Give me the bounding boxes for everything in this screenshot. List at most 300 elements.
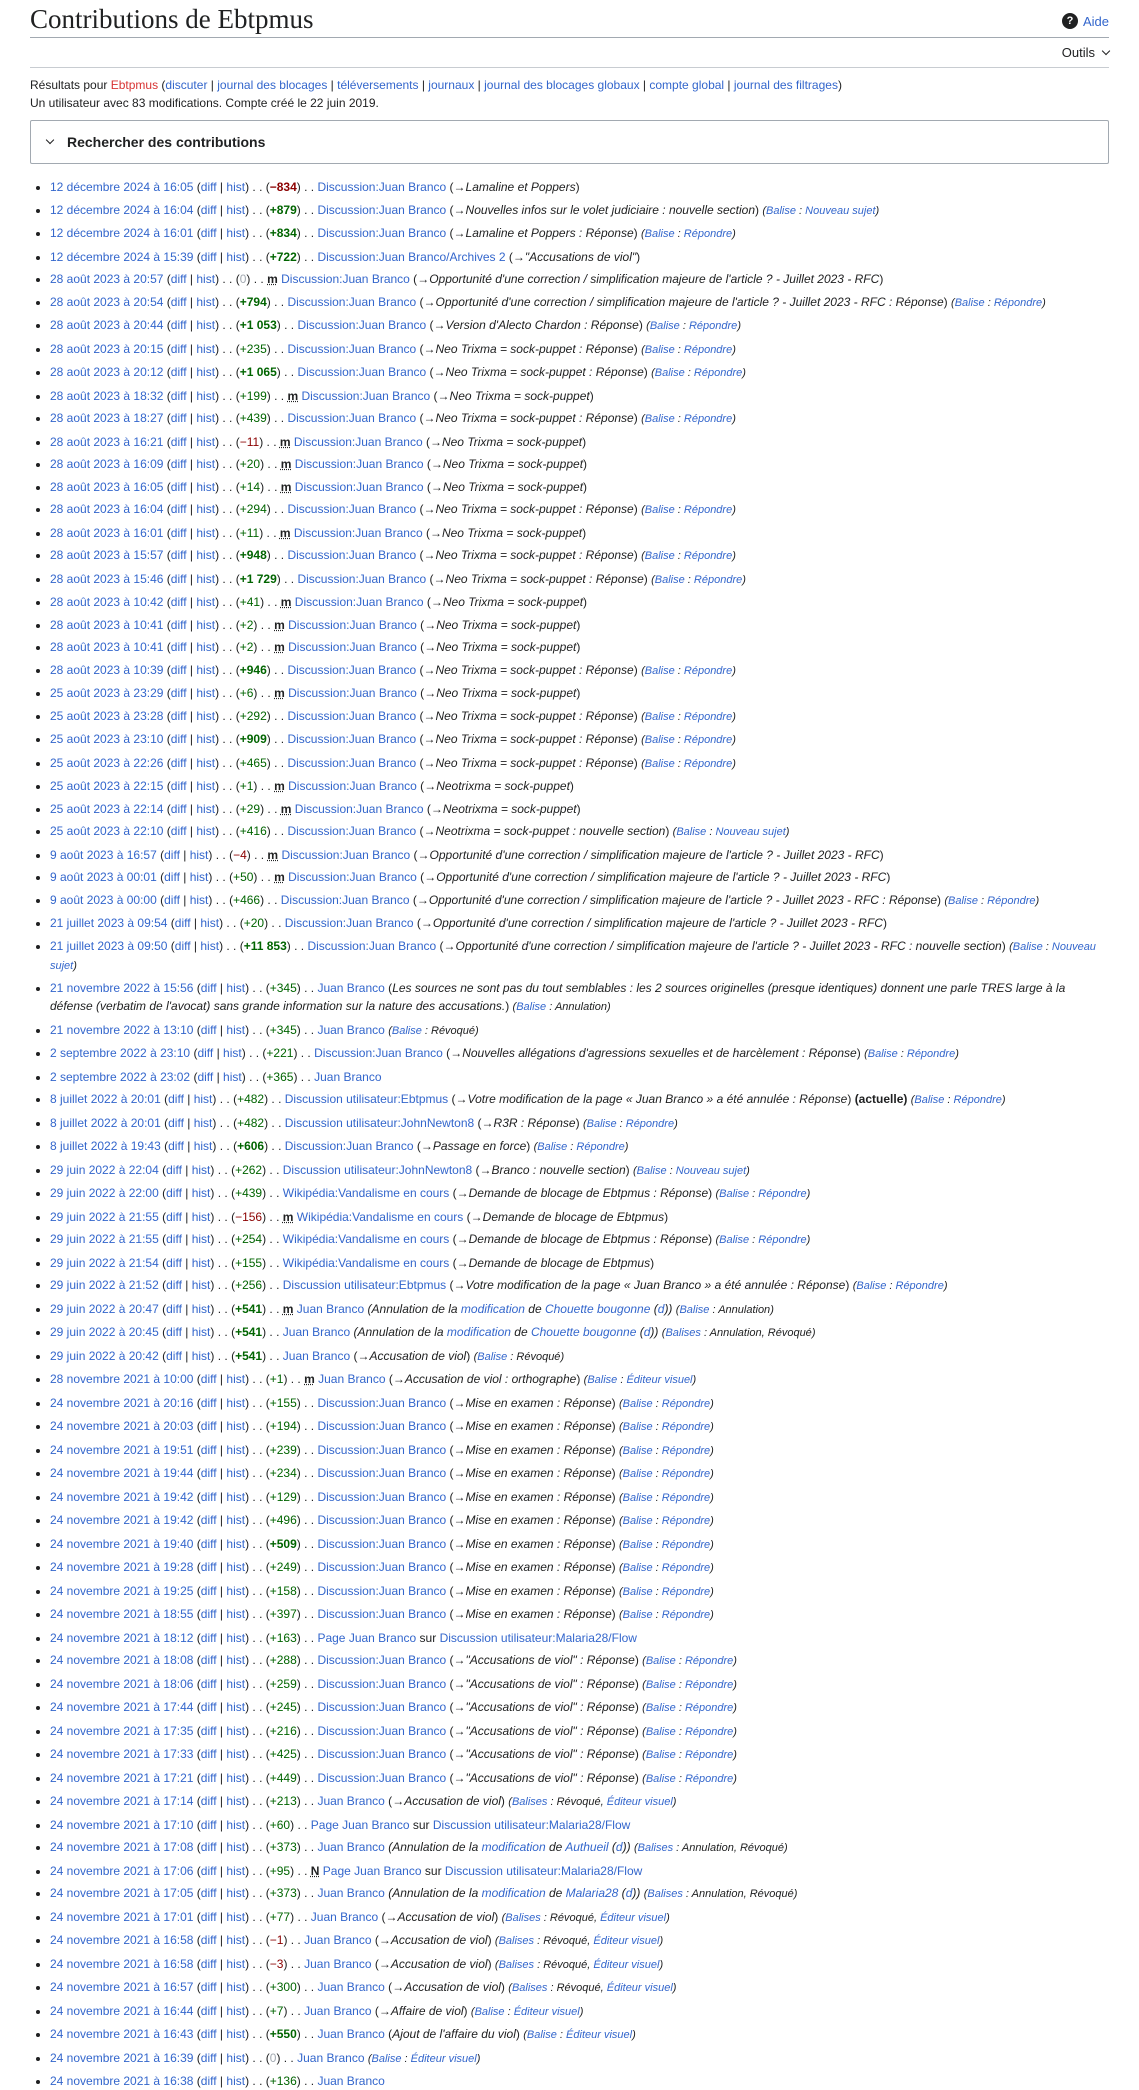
diff-link[interactable]: diff — [170, 708, 187, 723]
tag-link[interactable]: Répondre — [683, 550, 733, 562]
tag-link[interactable]: Répondre — [661, 1468, 711, 1480]
hist-link[interactable]: hist — [196, 434, 216, 449]
tag-link[interactable]: Répondre — [661, 1585, 711, 1598]
hist-link[interactable]: hist — [191, 1255, 211, 1270]
hist-link[interactable]: hist — [226, 1607, 246, 1621]
diff-link[interactable]: diff — [200, 1466, 217, 1480]
page-link[interactable]: Discussion:Juan Branco — [287, 548, 417, 562]
hist-link[interactable]: hist — [226, 180, 246, 194]
contribution-date-link[interactable]: 24 novembre 2021 à 16:38 — [50, 2074, 194, 2088]
page-link[interactable]: Discussion utilisateur:Ebtpmus — [284, 1092, 449, 1106]
contribution-date-link[interactable]: 24 novembre 2021 à 17:14 — [50, 1794, 194, 1808]
contribution-date-link[interactable]: 24 novembre 2021 à 17:35 — [50, 1723, 194, 1738]
tags-link[interactable]: Balise — [622, 1444, 653, 1457]
tags-link[interactable]: Balises — [511, 1982, 548, 1994]
tools-dropdown[interactable] — [1062, 45, 1109, 60]
page-link[interactable]: Discussion:Juan Branco — [294, 595, 424, 609]
tags-link[interactable]: Balise — [587, 1374, 618, 1386]
diff-link[interactable]: diff — [170, 341, 187, 356]
diff-link[interactable]: diff — [197, 1069, 214, 1084]
diff-link[interactable]: diff — [170, 779, 187, 793]
page-link[interactable]: Wikipédia:Vandalisme en cours — [296, 1209, 464, 1224]
tag-link[interactable]: Répondre — [684, 1702, 734, 1714]
hist-link[interactable]: hist — [226, 1653, 246, 1667]
diff-link[interactable]: diff — [170, 318, 187, 332]
contribution-date-link[interactable]: 25 août 2023 à 22:10 — [50, 824, 164, 838]
hist-link[interactable]: hist — [196, 388, 216, 403]
modification-link[interactable]: modification — [460, 1301, 525, 1316]
tag-link[interactable]: Éditeur visuel — [566, 2029, 633, 2041]
tags-link[interactable]: Balises — [505, 1911, 541, 1924]
page-link[interactable]: Juan Branco — [296, 1301, 365, 1316]
contribution-date-link[interactable]: 8 juillet 2022 à 20:01 — [50, 1092, 161, 1106]
contribution-date-link[interactable]: 12 décembre 2024 à 16:04 — [50, 202, 194, 217]
contribution-date-link[interactable]: 28 août 2023 à 15:57 — [50, 548, 164, 562]
tags-link[interactable]: Balise — [474, 2005, 505, 2018]
tags-link[interactable]: Balise — [676, 826, 707, 838]
page-link[interactable]: Discussion:Juan Branco — [287, 502, 417, 516]
tags-link[interactable]: Balise — [622, 1609, 653, 1621]
page-link[interactable]: Discussion:Juan Branco — [317, 226, 447, 240]
undo-user-link[interactable]: Chouette bougonne — [544, 1301, 651, 1316]
diff-link[interactable]: diff — [170, 388, 187, 403]
hist-link[interactable]: hist — [196, 662, 216, 677]
user-tool-link[interactable]: téléversements — [337, 78, 419, 92]
contribution-date-link[interactable]: 28 août 2023 à 16:01 — [50, 525, 164, 540]
diff-link[interactable]: diff — [200, 1676, 217, 1691]
tags-link[interactable]: Balise — [649, 320, 680, 332]
page-link[interactable]: Discussion:Juan Branco — [288, 617, 417, 632]
diff-link[interactable]: diff — [200, 1723, 217, 1738]
page-link[interactable]: Juan Branco — [317, 1840, 385, 1854]
contribution-date-link[interactable]: 24 novembre 2021 à 16:58 — [50, 1933, 194, 1947]
tag-link[interactable]: Répondre — [684, 1655, 734, 1667]
hist-link[interactable]: hist — [189, 870, 209, 884]
page-link[interactable]: Discussion:Juan Branco — [317, 1442, 447, 1457]
diff-link[interactable]: diff — [197, 1046, 214, 1060]
hist-link[interactable]: hist — [226, 202, 246, 217]
tags-link[interactable]: Balise — [622, 1585, 653, 1598]
diff-link[interactable]: diff — [174, 938, 191, 953]
tag-link[interactable]: Répondre — [661, 1491, 711, 1504]
contribution-date-link[interactable]: 21 novembre 2022 à 13:10 — [50, 1022, 194, 1037]
tag-link[interactable]: Répondre — [688, 320, 738, 332]
diff-link[interactable]: diff — [166, 1278, 182, 1292]
hist-link[interactable]: hist — [196, 755, 216, 770]
undo-user-talk-link[interactable]: d — [625, 1886, 633, 1900]
contribution-date-link[interactable]: 24 novembre 2021 à 18:12 — [50, 1630, 194, 1645]
modification-link[interactable]: modification — [446, 1325, 511, 1339]
hist-link[interactable]: hist — [226, 1536, 246, 1551]
contribution-date-link[interactable]: 24 novembre 2021 à 16:43 — [50, 2027, 194, 2041]
contribution-date-link[interactable]: 24 novembre 2021 à 18:55 — [50, 1607, 194, 1621]
tags-link[interactable]: Balise — [719, 1234, 750, 1246]
hist-link[interactable]: hist — [226, 1817, 246, 1832]
page-link[interactable]: Juan Branco — [317, 2074, 385, 2088]
tags-link[interactable]: Balise — [644, 757, 675, 770]
tags-link[interactable]: Balise — [622, 1468, 653, 1480]
contribution-date-link[interactable]: 29 juin 2022 à 21:55 — [50, 1232, 159, 1246]
tag-link[interactable]: Répondre — [987, 894, 1036, 907]
page-link[interactable]: Discussion utilisateur:JohnNewton8 — [284, 1115, 475, 1130]
tags-link[interactable]: Balise — [644, 228, 675, 240]
diff-link[interactable]: diff — [200, 1980, 217, 1994]
page-link[interactable]: Discussion:Juan Branco — [294, 479, 424, 494]
diff-link[interactable]: diff — [170, 801, 187, 816]
tags-link[interactable]: Balise — [948, 894, 978, 907]
tag-link[interactable]: Éditeur visuel — [593, 1958, 660, 1971]
diff-link[interactable]: diff — [168, 1115, 184, 1130]
tags-link[interactable]: Balises — [637, 1842, 674, 1854]
tags-link[interactable]: Balise — [477, 1350, 508, 1363]
hist-link[interactable]: hist — [226, 1700, 246, 1714]
contribution-date-link[interactable]: 29 juin 2022 à 20:45 — [50, 1325, 159, 1339]
page-link[interactable]: Discussion:Juan Branco — [287, 662, 417, 677]
diff-link[interactable]: diff — [200, 1817, 217, 1832]
contribution-date-link[interactable]: 24 novembre 2021 à 18:06 — [50, 1676, 194, 1691]
diff-link[interactable]: diff — [200, 1583, 217, 1598]
undo-user-talk-link[interactable]: d — [615, 1840, 623, 1854]
diff-link[interactable]: diff — [200, 1909, 217, 1924]
diff-link[interactable]: diff — [170, 662, 187, 677]
page-link[interactable]: Juan Branco — [317, 981, 385, 995]
page-link[interactable]: Discussion:Juan Branco — [317, 1700, 447, 1714]
page-link[interactable]: Juan Branco — [304, 1933, 372, 1947]
hist-link[interactable]: hist — [226, 1466, 246, 1480]
page-link[interactable]: Juan Branco — [317, 1980, 385, 1994]
contribution-date-link[interactable]: 21 juillet 2023 à 09:50 — [50, 938, 168, 953]
diff-link[interactable]: diff — [166, 1186, 182, 1200]
page-link[interactable]: Discussion:Juan Branco — [288, 640, 417, 654]
page-link[interactable]: Discussion:Juan Branco — [293, 525, 423, 540]
page-link[interactable]: Discussion:Juan Branco — [317, 1747, 447, 1761]
diff-link[interactable]: diff — [174, 916, 191, 930]
tag-link[interactable]: Répondre — [906, 1048, 956, 1060]
contribution-date-link[interactable]: 29 juin 2022 à 21:55 — [50, 1209, 159, 1224]
diff-link[interactable]: diff — [166, 1162, 182, 1177]
tags-link[interactable]: Balise — [914, 1094, 945, 1106]
page-link[interactable]: Discussion:Juan Branco — [317, 1419, 447, 1433]
tags-link[interactable]: Balise — [516, 1001, 547, 1013]
page-link[interactable]: Page Juan Branco — [317, 1630, 417, 1645]
page-link[interactable]: Discussion:Juan Branco/Archives 2 — [317, 249, 506, 264]
page-link[interactable]: Juan Branco — [314, 1069, 382, 1084]
hist-link[interactable]: hist — [226, 1630, 246, 1645]
diff-link[interactable]: diff — [170, 617, 187, 632]
page-link[interactable]: Juan Branco — [304, 2003, 372, 2018]
diff-link[interactable]: diff — [170, 272, 187, 286]
page-link[interactable]: Discussion:Juan Branco — [281, 272, 410, 286]
contribution-date-link[interactable]: 24 novembre 2021 à 16:57 — [50, 1980, 194, 1994]
page-link[interactable]: Discussion:Juan Branco — [287, 294, 417, 309]
hist-link[interactable]: hist — [196, 525, 216, 540]
contribution-date-link[interactable]: 28 août 2023 à 16:05 — [50, 479, 164, 494]
diff-link[interactable]: diff — [200, 1840, 217, 1854]
user-tool-link[interactable]: journal des blocages — [217, 78, 328, 92]
tag-link[interactable]: Répondre — [661, 1609, 711, 1621]
page-link[interactable]: Discussion:Juan Branco — [307, 938, 437, 953]
flow-target-link[interactable]: Discussion utilisateur:Malaria28/Flow — [432, 1817, 631, 1832]
hist-link[interactable]: hist — [226, 1933, 246, 1947]
diff-link[interactable]: diff — [170, 640, 187, 654]
contribution-date-link[interactable]: 28 août 2023 à 20:44 — [50, 318, 164, 332]
tag-link[interactable]: Répondre — [661, 1515, 711, 1527]
contribution-date-link[interactable]: 29 juin 2022 à 22:00 — [50, 1186, 159, 1200]
diff-link[interactable]: diff — [170, 755, 187, 770]
tags-link[interactable]: Balises — [511, 1796, 548, 1808]
hist-link[interactable]: hist — [191, 1162, 211, 1177]
tag-link[interactable]: Répondre — [683, 413, 733, 425]
contribution-date-link[interactable]: 28 août 2023 à 10:41 — [50, 617, 164, 632]
tag-link[interactable]: Éditeur visuel — [593, 1935, 660, 1947]
contribution-date-link[interactable]: 24 novembre 2021 à 17:06 — [50, 1863, 194, 1878]
page-link[interactable]: Discussion utilisateur:Ebtpmus — [282, 1278, 447, 1292]
contribution-date-link[interactable]: 29 juin 2022 à 21:52 — [50, 1278, 159, 1292]
tags-link[interactable]: Balise — [537, 1141, 568, 1153]
tag-link[interactable]: Nouveau sujet — [805, 204, 876, 217]
contribution-date-link[interactable]: 25 août 2023 à 22:15 — [50, 779, 164, 793]
diff-link[interactable]: diff — [200, 1630, 217, 1645]
hist-link[interactable]: hist — [196, 732, 216, 746]
contribution-date-link[interactable]: 24 novembre 2021 à 19:44 — [50, 1466, 194, 1480]
hist-link[interactable]: hist — [191, 1348, 211, 1363]
page-link[interactable]: Discussion:Juan Branco — [288, 779, 417, 793]
tag-link[interactable]: Répondre — [576, 1141, 625, 1153]
hist-link[interactable]: hist — [191, 1186, 211, 1200]
page-link[interactable]: Discussion:Juan Branco — [317, 202, 447, 217]
hist-link[interactable]: hist — [226, 1840, 246, 1854]
hist-link[interactable]: hist — [226, 981, 246, 995]
diff-link[interactable]: diff — [170, 595, 187, 609]
undo-user-talk-link[interactable]: d — [657, 1301, 665, 1316]
tag-link[interactable]: Répondre — [661, 1538, 711, 1551]
tags-link[interactable]: Balise — [645, 1678, 676, 1691]
diff-link[interactable]: diff — [164, 870, 180, 884]
hist-link[interactable]: hist — [226, 2003, 246, 2018]
hist-link[interactable]: hist — [226, 1395, 246, 1410]
hist-link[interactable]: hist — [223, 1046, 242, 1060]
diff-link[interactable]: diff — [166, 1209, 182, 1224]
tag-link[interactable]: Nouveau sujet — [715, 826, 786, 838]
hist-link[interactable]: hist — [193, 1139, 213, 1153]
diff-link[interactable]: diff — [170, 457, 187, 471]
tag-link[interactable]: Répondre — [758, 1188, 807, 1200]
tag-link[interactable]: Répondre — [895, 1280, 944, 1292]
page-link[interactable]: Discussion:Juan Branco — [288, 686, 417, 700]
hist-link[interactable]: hist — [226, 1676, 246, 1691]
page-link[interactable]: Discussion:Juan Branco — [297, 318, 427, 332]
tags-link[interactable]: Balise — [371, 2052, 402, 2065]
tags-link[interactable]: Balise — [644, 710, 675, 723]
contribution-date-link[interactable]: 29 juin 2022 à 21:54 — [50, 1255, 159, 1270]
tag-link[interactable]: Nouveau sujet — [675, 1164, 747, 1177]
page-link[interactable]: Page Juan Branco — [310, 1817, 410, 1832]
contribution-date-link[interactable]: 24 novembre 2021 à 16:44 — [50, 2003, 194, 2018]
page-link[interactable]: Discussion:Juan Branco — [287, 411, 417, 425]
contribution-date-link[interactable]: 29 juin 2022 à 22:04 — [50, 1162, 159, 1177]
hist-link[interactable]: hist — [196, 571, 216, 586]
tags-link[interactable]: Balises — [498, 1935, 535, 1947]
tags-link[interactable]: Balise — [954, 296, 985, 309]
contribution-date-link[interactable]: 24 novembre 2021 à 17:44 — [50, 1700, 194, 1714]
tags-link[interactable]: Balise — [645, 1725, 676, 1738]
tags-link[interactable]: Balise — [526, 2029, 557, 2041]
diff-link[interactable]: diff — [200, 1022, 217, 1037]
hist-link[interactable]: hist — [196, 708, 216, 723]
hist-link[interactable]: hist — [226, 249, 246, 264]
contribution-date-link[interactable]: 24 novembre 2021 à 20:16 — [50, 1395, 194, 1410]
hist-link[interactable]: hist — [196, 479, 216, 494]
undo-user-link[interactable]: Malaria28 — [565, 1886, 619, 1900]
tag-link[interactable]: Répondre — [684, 1772, 734, 1785]
page-link[interactable]: Discussion:Juan Branco — [314, 1046, 443, 1060]
user-tool-link[interactable]: discuter — [165, 78, 208, 92]
hist-link[interactable]: hist — [196, 272, 216, 286]
contribution-date-link[interactable]: 24 novembre 2021 à 17:08 — [50, 1840, 194, 1854]
diff-link[interactable]: diff — [170, 525, 187, 540]
tags-link[interactable]: Balise — [622, 1515, 653, 1527]
contribution-date-link[interactable]: 28 août 2023 à 20:12 — [50, 365, 164, 379]
hist-link[interactable]: hist — [196, 686, 216, 700]
diff-link[interactable]: diff — [200, 2003, 217, 2018]
tags-link[interactable]: Balise — [654, 573, 685, 586]
page-link[interactable]: Page Juan Branco — [322, 1863, 422, 1878]
contribution-date-link[interactable]: 24 novembre 2021 à 17:01 — [50, 1909, 194, 1924]
page-link[interactable]: Discussion:Juan Branco — [287, 755, 417, 770]
contribution-date-link[interactable]: 24 novembre 2021 à 20:03 — [50, 1419, 194, 1433]
hist-link[interactable]: hist — [226, 1794, 246, 1808]
search-contributions-toggle[interactable] — [30, 120, 1109, 164]
page-link[interactable]: Discussion:Juan Branco — [317, 1653, 447, 1667]
hist-link[interactable]: hist — [226, 1863, 246, 1878]
modification-link[interactable]: modification — [481, 1840, 546, 1854]
tag-link[interactable]: Répondre — [661, 1397, 711, 1410]
tag-link[interactable]: Répondre — [684, 1678, 734, 1691]
hist-link[interactable]: hist — [200, 938, 220, 953]
page-link[interactable]: Discussion:Juan Branco — [297, 365, 427, 379]
contribution-date-link[interactable]: 24 novembre 2021 à 17:05 — [50, 1886, 194, 1900]
hist-link[interactable]: hist — [191, 1325, 211, 1339]
hist-link[interactable]: hist — [226, 1909, 246, 1924]
tag-link[interactable]: Répondre — [953, 1094, 1002, 1106]
diff-link[interactable]: diff — [200, 1513, 217, 1527]
page-link[interactable]: Discussion:Juan Branco — [317, 1723, 447, 1738]
tag-link[interactable]: Éditeur visuel — [513, 2005, 580, 2018]
tag-link[interactable]: Répondre — [683, 710, 733, 723]
page-link[interactable]: Discussion:Juan Branco — [287, 732, 417, 746]
page-link[interactable]: Discussion:Juan Branco — [317, 1513, 447, 1527]
diff-link[interactable]: diff — [200, 1419, 217, 1433]
tag-link[interactable]: Éditeur visuel — [606, 1796, 673, 1808]
page-link[interactable]: Discussion:Juan Branco — [284, 916, 414, 930]
hist-link[interactable]: hist — [226, 1022, 246, 1037]
tag-link[interactable]: Nouveau sujet — [50, 940, 1096, 972]
undo-user-link[interactable]: Authueil — [565, 1840, 609, 1854]
tags-link[interactable]: Balise — [644, 343, 675, 356]
diff-link[interactable]: diff — [200, 981, 217, 995]
page-link[interactable]: Juan Branco — [282, 1348, 351, 1363]
contribution-date-link[interactable]: 9 août 2023 à 00:00 — [50, 892, 157, 907]
page-link[interactable]: Juan Branco — [282, 1325, 351, 1339]
contribution-date-link[interactable]: 24 novembre 2021 à 19:28 — [50, 1560, 194, 1574]
tag-link[interactable]: Répondre — [684, 1725, 734, 1738]
page-link[interactable]: Discussion:Juan Branco — [287, 824, 417, 838]
tags-link[interactable]: Balise — [645, 1655, 676, 1667]
user-link[interactable]: Ebtpmus — [110, 78, 159, 92]
hist-link[interactable]: hist — [196, 824, 216, 838]
hist-link[interactable]: hist — [226, 1583, 246, 1598]
hist-link[interactable]: hist — [226, 1560, 246, 1574]
contribution-date-link[interactable]: 24 novembre 2021 à 16:58 — [50, 1956, 194, 1971]
tag-link[interactable]: Répondre — [661, 1562, 711, 1574]
contribution-date-link[interactable]: 28 août 2023 à 16:09 — [50, 457, 164, 471]
tags-link[interactable]: Balise — [679, 1303, 710, 1316]
diff-link[interactable]: diff — [200, 202, 217, 217]
diff-link[interactable]: diff — [200, 1536, 217, 1551]
contribution-date-link[interactable]: 24 novembre 2021 à 19:25 — [50, 1583, 194, 1598]
hist-link[interactable]: hist — [193, 1115, 213, 1130]
page-link[interactable]: Juan Branco — [297, 2050, 365, 2065]
diff-link[interactable]: diff — [200, 1395, 217, 1410]
contribution-date-link[interactable]: 25 août 2023 à 22:26 — [50, 755, 164, 770]
tags-link[interactable]: Balise — [856, 1280, 887, 1292]
contribution-date-link[interactable]: 28 août 2023 à 18:32 — [50, 388, 164, 403]
page-link[interactable]: Juan Branco — [317, 2027, 385, 2041]
diff-link[interactable]: diff — [200, 226, 217, 240]
hist-link[interactable]: hist — [189, 892, 209, 907]
hist-link[interactable]: hist — [196, 318, 216, 332]
page-link[interactable]: Discussion:Juan Branco — [287, 341, 417, 356]
contribution-date-link[interactable]: 12 décembre 2024 à 16:05 — [50, 180, 194, 194]
tags-link[interactable]: Balise — [645, 1772, 676, 1785]
page-link[interactable]: Discussion:Juan Branco — [317, 1676, 447, 1691]
page-link[interactable]: Discussion:Juan Branco — [317, 1466, 447, 1480]
diff-link[interactable]: diff — [170, 548, 187, 562]
hist-link[interactable]: hist — [196, 595, 216, 609]
diff-link[interactable]: diff — [200, 1700, 217, 1714]
diff-link[interactable]: diff — [170, 479, 187, 494]
tags-link[interactable]: Balise — [586, 1117, 617, 1130]
contribution-date-link[interactable]: 24 novembre 2021 à 19:40 — [50, 1536, 194, 1551]
contribution-date-link[interactable]: 8 juillet 2022 à 20:01 — [50, 1115, 161, 1130]
diff-link[interactable]: diff — [168, 1139, 184, 1153]
hist-link[interactable]: hist — [226, 1886, 246, 1900]
tag-link[interactable]: Répondre — [684, 1749, 734, 1761]
contribution-date-link[interactable]: 28 août 2023 à 20:15 — [50, 341, 164, 356]
diff-link[interactable]: diff — [166, 1348, 182, 1363]
tags-link[interactable]: Balise — [645, 1702, 676, 1714]
page-link[interactable]: Discussion:Juan Branco — [317, 1607, 447, 1621]
contribution-date-link[interactable]: 24 novembre 2021 à 18:08 — [50, 1653, 194, 1667]
hist-link[interactable]: hist — [196, 457, 216, 471]
tags-link[interactable]: Balise — [719, 1188, 750, 1200]
hist-link[interactable]: hist — [226, 2074, 246, 2088]
diff-link[interactable]: diff — [200, 1886, 217, 1900]
hist-link[interactable]: hist — [226, 1489, 246, 1504]
diff-link[interactable]: diff — [166, 1232, 182, 1246]
undo-user-talk-link[interactable]: d — [643, 1325, 651, 1339]
contribution-date-link[interactable]: 21 novembre 2022 à 15:56 — [50, 981, 194, 995]
diff-link[interactable]: diff — [164, 847, 180, 862]
tag-link[interactable]: Répondre — [683, 228, 733, 240]
user-tool-link[interactable]: journaux — [428, 78, 475, 92]
user-tool-link[interactable]: journal des blocages globaux — [484, 78, 640, 92]
diff-link[interactable]: diff — [200, 2027, 217, 2041]
page-link[interactable]: Discussion:Juan Branco — [280, 892, 410, 907]
page-link[interactable]: Discussion:Juan Branco — [297, 571, 427, 586]
hist-link[interactable]: hist — [226, 1513, 246, 1527]
page-link[interactable]: Discussion:Juan Branco — [317, 1395, 447, 1410]
